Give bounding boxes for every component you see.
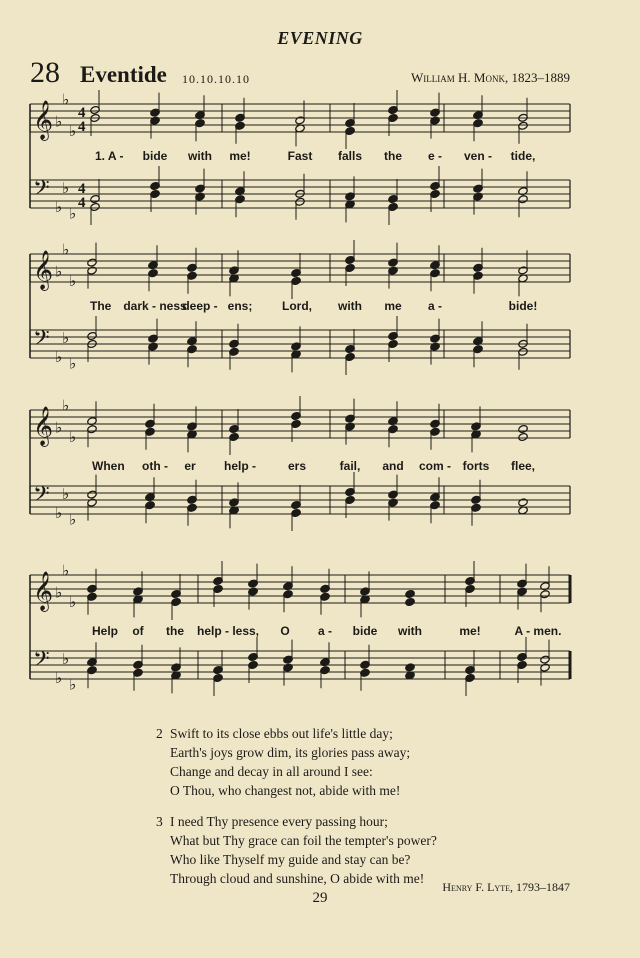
flat-icon: ♭ [62,487,70,504]
lyric-syllable: with [338,299,362,313]
flat-icon: ♭ [55,350,63,367]
lyric-syllable: The [90,299,112,313]
lyric-syllable: the [384,149,402,163]
flat-icon: ♭ [62,652,70,669]
lyric-syllable: er [184,459,196,473]
note-head [405,589,415,598]
note-head [405,597,415,606]
verse-line: I need Thy presence every passing hour; [170,814,388,829]
lyric-syllable: bide [142,149,168,163]
lyric-syllable: Lord, [282,299,312,313]
lyric-syllable: fail, [339,459,361,473]
lyric-syllable: Fast [287,149,313,163]
lyric-syllable: help - less, [196,624,260,638]
lyric-syllable: of [132,624,144,638]
lyric-syllable: the [166,624,184,638]
lyric-syllable: with [188,149,212,163]
flat-icon: ♭ [55,264,63,281]
lyric-syllable: a - [317,624,333,638]
flat-icon: ♭ [69,512,77,529]
lyric-syllable: me [384,299,402,313]
lyric-syllable: ven - [463,149,493,163]
flat-icon: ♭ [62,242,70,259]
lyric-syllable: deep - [182,299,218,313]
lyric-syllable: flee, [510,459,536,473]
lyric-syllable: me! [229,149,251,163]
author-credit: Henry F. Lyte, 1793–1847 [442,880,570,894]
bass-clef-icon: 𝄢 [33,176,50,205]
verse-number: 2 [156,726,163,741]
verse-3 [156,812,437,888]
lyric-syllable: ers [287,459,307,473]
flat-icon: ♭ [62,181,70,198]
lyric-syllable: O [280,624,290,638]
note-head [518,498,528,507]
lyric-syllable: When [92,459,125,473]
verse-line: What but Thy grace can foil the tempter's power? [170,833,437,848]
verse-number: 3 [156,814,163,829]
bass-clef-icon: 𝄢 [33,647,50,676]
treble-clef-icon: 𝄞 [33,252,54,289]
verse-2 [156,724,437,800]
note-head [405,663,415,672]
verse-line: Change and decay in all around I see: [170,764,373,779]
flat-icon: ♭ [69,274,77,291]
flat-icon: ♭ [55,200,63,217]
lyric-syllable: com - [418,459,452,473]
verse-line: O Thou, who changest not, abide with me! [170,783,401,798]
lyric-syllable: bide [352,624,378,638]
flat-icon: ♭ [69,356,77,373]
lyric-syllable: bide! [508,299,538,313]
flat-icon: ♭ [69,206,77,223]
flat-icon: ♭ [62,563,70,580]
treble-clef-icon: 𝄞 [33,408,54,445]
flat-icon: ♭ [55,585,63,602]
lyric-syllable: and [382,459,404,473]
lyric-syllable: a - [427,299,443,313]
flat-icon: ♭ [69,677,77,694]
flat-icon: ♭ [62,92,70,109]
flat-icon: ♭ [69,595,77,612]
section-title: EVENING [277,28,363,48]
lyric-syllable: tide, [510,149,536,163]
page-number: 29 [312,890,328,906]
lyric-syllable: help - [224,459,256,473]
verse-line: Through cloud and sunshine, O abide with me! [170,871,425,886]
lyric-syllable: ens; [227,299,253,313]
treble-clef-icon: 𝄞 [33,573,54,610]
time-signature-bottom: 4 [78,119,86,135]
lyric-syllable: oth - [142,459,168,473]
verse-line: Earth's joys grow dim, its glories pass away; [170,745,411,760]
meter: 10.10.10.10 [182,72,250,86]
bass-clef-icon: 𝄢 [33,326,50,355]
lyric-syllable: e - [427,149,443,163]
composer-credit: William H. Monk, 1823–1889 [411,70,570,85]
lyric-syllable: dark - ness [123,299,187,313]
treble-clef-icon: 𝄞 [33,102,54,139]
lyric-syllable: Help [92,624,119,638]
flat-icon: ♭ [62,331,70,348]
flat-icon: ♭ [69,430,77,447]
flat-icon: ♭ [55,671,63,688]
verse-line: Who like Thyself my guide and stay can be? [170,852,411,867]
lyric-syllable: falls [337,149,363,163]
bass-clef-icon: 𝄢 [33,482,50,511]
time-signature-top: 4 [78,181,86,197]
additional-verses [156,724,437,900]
lyric-syllable: forts [462,459,490,473]
flat-icon: ♭ [62,398,70,415]
hymn-number: 28 [30,56,60,89]
flat-icon: ♭ [55,420,63,437]
lyric-syllable: A - men. [514,624,562,638]
time-signature-bottom: 4 [78,195,86,211]
lyric-syllable: me! [459,624,481,638]
flat-icon: ♭ [55,114,63,131]
flat-icon: ♭ [69,124,77,141]
note-head [518,424,528,433]
tune-name: Eventide [80,62,167,87]
lyric-syllable: 1. A - [95,149,124,163]
flat-icon: ♭ [55,506,63,523]
lyric-syllable: with [398,624,422,638]
verse-line: Swift to its close ebbs out life's little day; [170,726,393,741]
time-signature-top: 4 [78,105,86,121]
note-head [518,432,528,441]
